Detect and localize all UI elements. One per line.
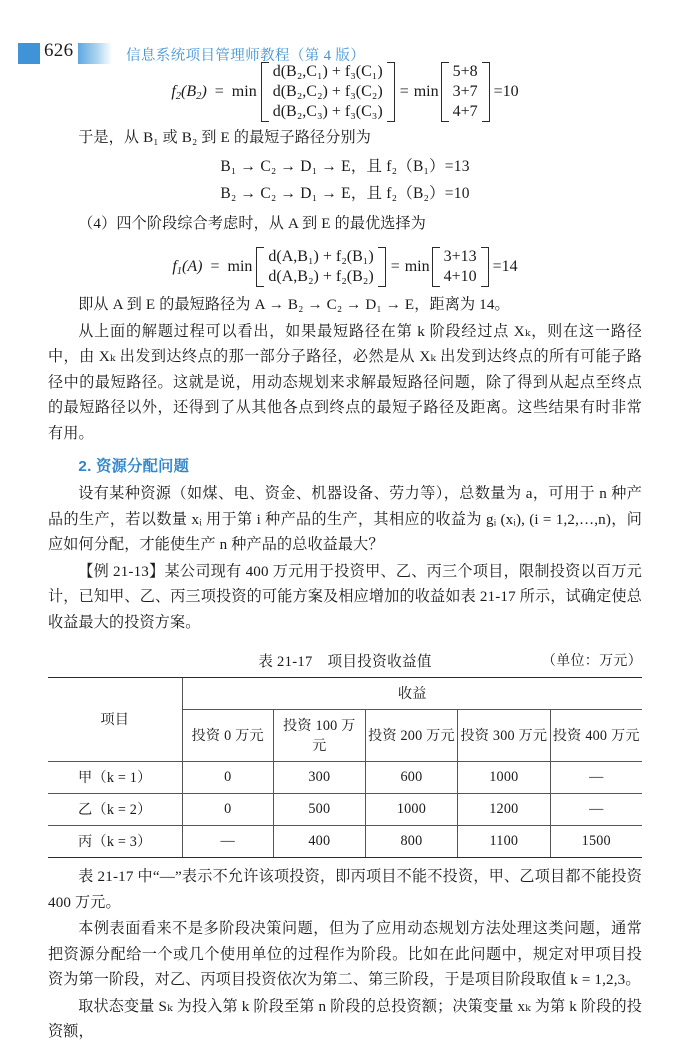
table-row: [48, 794, 642, 826]
formula-value: 3+7: [452, 83, 478, 100]
formula-value: 4+7: [452, 103, 478, 120]
table-cell: 0: [182, 762, 273, 794]
table-cell: 0: [182, 794, 273, 826]
header-decoration-block-left: [18, 43, 40, 64]
table-cell: 1100: [458, 826, 550, 858]
paragraph-example-21-13: 【例 21-13】某公司现有 400 万元用于投资甲、乙、丙三个项目，限制投资以百万元计，已知甲、乙、丙三项投资的可能方案及相应增加的收益如表 21-17 所示，试确定使总收益最大的投资方案。: [48, 563, 642, 631]
paragraph-dash-meaning: 表 21-17 中“—”表示不允许该项投资，即丙项目不能不投资，甲、乙项目都不能投资 400 万元。: [48, 869, 642, 911]
paragraph-resource-definition: 设有某种资源（如煤、电、资金、机器设备、劳力等），总数量为 a，可用于 n 种产品的生产，若以数量 xᵢ 用于第 i 种产品的生产，其相应的收益为 gᵢ (xᵢ), (i = 1,2,…,n)，问应如何分配，才能使生产 n 种产品的总收益最大？: [48, 486, 642, 553]
formula-brace-left-group: [261, 62, 395, 122]
book-title: 信息系统项目管理师教程（第 4 版）: [126, 48, 366, 64]
table-row: [48, 826, 642, 858]
table-col-header-invest-300: 投资 300 万元: [458, 710, 550, 762]
formula-value: 3+13: [443, 248, 477, 265]
formula-line: d(A,B₂) + f₂(B₂): [268, 268, 374, 285]
table-col-header-invest-0: 投资 0 万元: [182, 710, 273, 762]
table-unit-note: （单位：万元）: [541, 654, 642, 669]
table-caption: [48, 650, 642, 671]
formula-line: d(B₂,C₃) + f₃(C₃): [272, 103, 383, 120]
formula-line: d(B₂,C₁) + f₃(C₁): [272, 63, 383, 80]
table-col-header-invest-200: 投资 200 万元: [365, 710, 457, 762]
formula2-min-label: min: [404, 258, 430, 275]
page-number: 626: [44, 40, 74, 61]
page-header: [0, 20, 690, 64]
table-cell: 1500: [550, 826, 642, 858]
investment-benefit-table: [48, 677, 642, 858]
table-cell: 1000: [458, 762, 550, 794]
formula-f2-b2: $f_2(B_2) = \min$ d(B₂,C₁) + f₃(C₁) d(B₂,C₂) + f₃(C₂) d(B₂,C₃) + f₃(C₃) = min 5+8 3+7 4+7 =10: [171, 63, 519, 120]
table-cell: 300: [273, 762, 365, 794]
table-col-header-item: 项目: [48, 678, 182, 762]
table-cell: —: [550, 762, 642, 794]
table-row-label: 乙（k = 2）: [48, 794, 182, 826]
paragraph-dp-principle: 从上面的解题过程可以看出，如果最短路径在第 k 阶段经过点 Xₖ，则在这一路径中，由 Xₖ 出发到达终点的那一部分子路径，必然是从 Xₖ 出发到达终点的所有可能子路径中的最短路径。这就是说，用动态规划来求解最短路径问题，除了得到从起点至终点的最短路径以外，还得到了从其他各点到终点的最短子路径及距离。这些结果有时非常有用。: [48, 323, 642, 442]
formula-line: d(A,B₁) + f₂(B₁): [268, 248, 374, 265]
table-body: [48, 762, 642, 858]
table-cell: 1200: [458, 794, 550, 826]
table-cell: 400: [273, 826, 365, 858]
table-col-header-invest-400: 投资 400 万元: [550, 710, 642, 762]
page-content: [48, 56, 642, 1047]
table-cell: —: [550, 794, 642, 826]
table-cell: 1000: [365, 794, 457, 826]
formula-result: =10: [493, 83, 519, 100]
paragraph-subpath-intro: 于是，从 B₁ 或 B₂ 到 E 的最短子路径分别为: [78, 130, 372, 146]
equation-path-b2: B₂ → C₂ → D₁ → E，且 f₂（B₂）=10: [220, 184, 470, 202]
formula-f1-a: $f_1(A) = \min$ d(A,B₁) + f₂(B₁) d(A,B₂) + f₂(B₂) = min 3+13 4+10 =14: [172, 248, 518, 285]
equation-path-b1: B₁ → C₂ → D₁ → E，且 f₂（B₁）=13: [220, 157, 470, 175]
table-row-label: 丙（k = 3）: [48, 826, 182, 858]
formula-min-label: min: [413, 83, 439, 100]
table-head: [48, 678, 642, 762]
formula-brace-right-group: [441, 62, 490, 122]
formula-value: 4+10: [443, 268, 477, 285]
table-cell: 800: [365, 826, 457, 858]
table-cell: 600: [365, 762, 457, 794]
paragraph-stage-four: （4）四个阶段综合考虑时，从 A 到 E 的最优选择为: [78, 215, 427, 232]
formula2-brace-right-group: [432, 247, 489, 287]
table-row: [48, 762, 642, 794]
table-row-label: 甲（k = 1）: [48, 762, 182, 794]
formula-value: 5+8: [452, 63, 478, 80]
formula-line: d(B₂,C₂) + f₃(C₂): [272, 83, 383, 100]
paragraph-shortest-path-result: 即从 A 到 E 的最短路径为 A → B₂ → C₂ → D₁ → E，距离为 14。: [78, 297, 510, 313]
paragraph-state-variable: 取状态变量 Sₖ 为投入第 k 阶段至第 n 阶段的总投资额；决策变量 xₖ 为第 k 阶段的投资额，: [48, 998, 642, 1040]
table-cell: 500: [273, 794, 365, 826]
table-col-header-invest-100: 投资 100 万元: [273, 710, 365, 762]
section-heading-resource-allocation: 2. 资源分配问题: [78, 458, 190, 475]
table-header-row-group: [48, 678, 642, 710]
table-col-header-benefit: 收益: [182, 678, 642, 710]
paragraph-stage-mapping: 本例表面看来不是多阶段决策问题，但为了应用动态规划方法处理这类问题，通常把资源分配给一个或几个使用单位的过程作为阶段。比如在此问题中，规定对甲项目投资为第一阶段，对乙、丙项目投资依次为第二、第三阶段，于是项目阶段取值 k = 1,2,3。: [48, 921, 642, 988]
table-cell: —: [182, 826, 273, 858]
formula2-result: =14: [492, 258, 518, 275]
formula2-brace-left-group: [256, 247, 385, 287]
table-caption-text: 表 21-17 项目投资收益值: [258, 654, 432, 670]
